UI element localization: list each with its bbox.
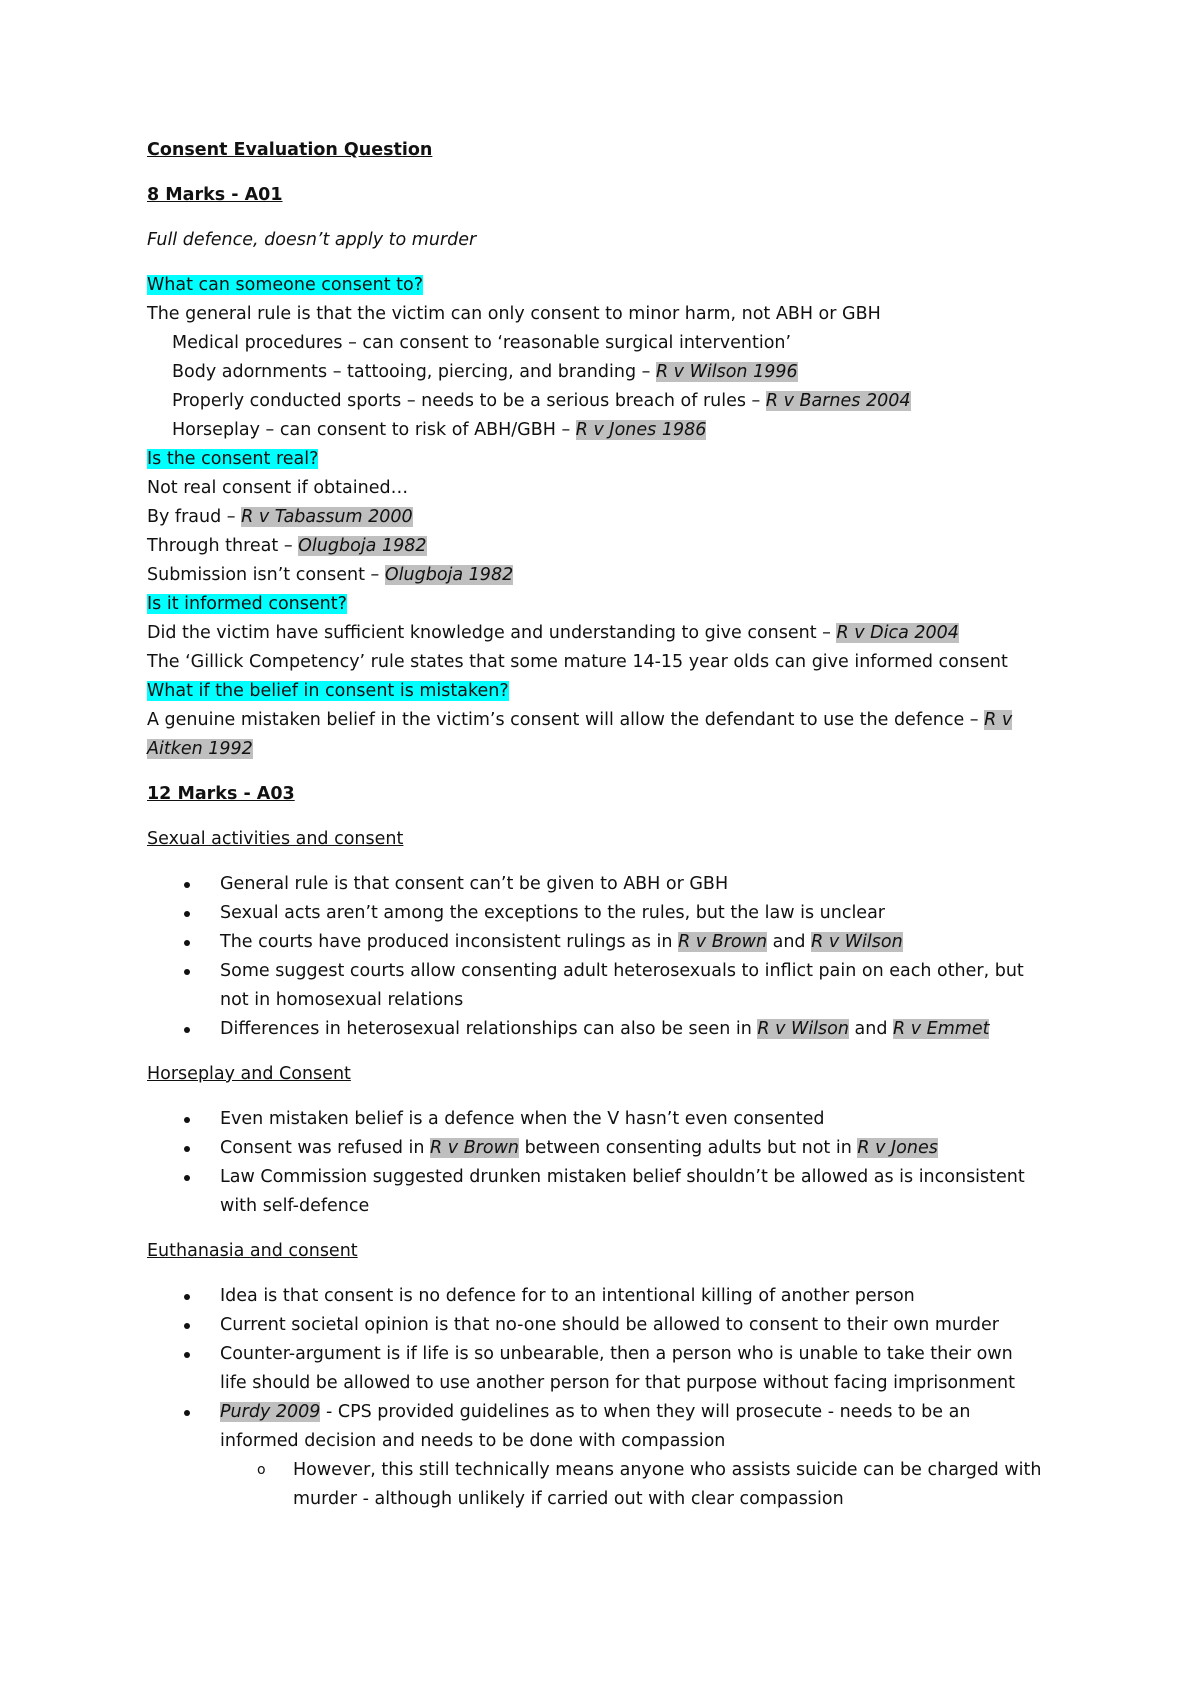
case-reference: R v Wilson	[757, 1019, 849, 1039]
case-reference: Olugboja 1982	[384, 565, 514, 585]
list-item: Law Commission suggested drunken mistaken belief shouldn’t be allowed as is inconsistent	[147, 1163, 1067, 1192]
bullet-icon	[184, 940, 190, 946]
case-reference: R v Emmet	[893, 1019, 990, 1039]
case-reference: R v Wilson 1996	[655, 362, 798, 382]
medical-procedures: Medical procedures – can consent to ‘reasonable surgical intervention’	[172, 333, 792, 353]
list-item: Sexual acts aren’t among the exceptions to the rules, but the law is unclear	[147, 899, 1067, 928]
list-item-continuation: life should be allowed to use another person for that purpose without facing imprisonment	[220, 1373, 1015, 1393]
bullet-icon	[184, 1117, 190, 1123]
bullet-icon	[184, 911, 190, 917]
question-heading: What if the belief in consent is mistaken?	[147, 681, 509, 701]
submission: Submission isn’t consent – Olugboja 1982	[147, 565, 514, 585]
question-heading: Is the consent real?	[147, 449, 319, 469]
sub-list-item: o However, this still technically means anyone who assists suicide can be charged with	[147, 1456, 1067, 1485]
list-item: Counter-argument is if life is so unbearable, then a person who is unable to take their own	[147, 1340, 1067, 1369]
case-reference: R v Dica 2004	[836, 623, 959, 643]
bullet-icon	[184, 969, 190, 975]
not-real-consent: Not real consent if obtained…	[147, 478, 409, 498]
case-reference: R v Tabassum 2000	[241, 507, 413, 527]
bullet-icon	[184, 882, 190, 888]
informed-consent: Did the victim have sufficient knowledge and understanding to give consent – R v Dica 2004	[147, 623, 959, 643]
bullet-icon	[184, 1146, 190, 1152]
list-item-continuation: with self-defence	[220, 1196, 370, 1216]
case-reference: Purdy 2009	[220, 1402, 321, 1422]
list-item: Differences in heterosexual relationships can also be seen in R v Wilson and R v Emmet	[147, 1015, 1067, 1044]
mistaken-belief: A genuine mistaken belief in the victim’s consent will allow the defendant to use the defence – R v	[147, 710, 1013, 730]
list-item-continuation: informed decision and needs to be done with compassion	[220, 1431, 726, 1451]
list-item: The courts have produced inconsistent rulings as in R v Brown and R v Wilson	[147, 928, 1067, 957]
bullet-icon	[184, 1410, 190, 1416]
document-title: Consent Evaluation Question	[147, 140, 433, 160]
case-reference: R v	[984, 710, 1013, 730]
gillick-competency: The ‘Gillick Competency’ rule states that some mature 14-15 year olds can give informed consent	[147, 652, 1008, 672]
list-item: Consent was refused in R v Brown between consenting adults but not in R v Jones	[147, 1134, 1067, 1163]
sports: Properly conducted sports – needs to be a serious breach of rules – R v Barnes 2004	[172, 391, 911, 411]
bullet-icon	[184, 1175, 190, 1181]
list-item-continuation: not in homosexual relations	[220, 990, 464, 1010]
section-heading-sexual: Sexual activities and consent	[147, 829, 404, 849]
general-rule: The general rule is that the victim can only consent to minor harm, not ABH or GBH	[147, 304, 881, 324]
ao3-heading: 12 Marks - A03	[147, 784, 295, 804]
through-threat: Through threat – Olugboja 1982	[147, 536, 427, 556]
question-heading: Is it informed consent?	[147, 594, 347, 614]
list-item: Some suggest courts allow consenting adult heterosexuals to inflict pain on each other, but	[147, 957, 1067, 986]
list-item: Even mistaken belief is a defence when the V hasn’t even consented	[147, 1105, 1067, 1134]
case-reference: R v Jones	[857, 1138, 938, 1158]
question-heading: What can someone consent to?	[147, 275, 423, 295]
case-reference: R v Jones 1986	[575, 420, 707, 440]
by-fraud: By fraud – R v Tabassum 2000	[147, 507, 413, 527]
bullet-icon	[184, 1352, 190, 1358]
case-reference: Aitken 1992	[147, 739, 253, 759]
list-item: Current societal opinion is that no-one should be allowed to consent to their own murder	[147, 1311, 1067, 1340]
sub-list-item-continuation: murder - although unlikely if carried out with clear compassion	[293, 1489, 844, 1509]
case-reference: R v Wilson	[811, 932, 903, 952]
ao1-heading: 8 Marks - A01	[147, 185, 283, 205]
section-heading-euthanasia: Euthanasia and consent	[147, 1241, 358, 1261]
bullet-icon	[184, 1027, 190, 1033]
bullet-icon	[184, 1323, 190, 1329]
bullet-icon	[184, 1294, 190, 1300]
case-reference: R v Barnes 2004	[765, 391, 911, 411]
list-item: Idea is that consent is no defence for to an intentional killing of another person	[147, 1282, 1067, 1311]
list-item: Purdy 2009 - CPS provided guidelines as to when they will prosecute - needs to be an	[147, 1398, 1067, 1427]
horseplay: Horseplay – can consent to risk of ABH/GBH – R v Jones 1986	[172, 420, 707, 440]
case-reference: R v Brown	[430, 1138, 519, 1158]
section-heading-horseplay: Horseplay and Consent	[147, 1064, 351, 1084]
case-reference: Olugboja 1982	[298, 536, 427, 556]
document-page	[147, 136, 1067, 1514]
sub-bullet-icon: o	[257, 1462, 266, 1478]
list-item: General rule is that consent can’t be given to ABH or GBH	[147, 870, 1067, 899]
ao1-intro: Full defence, doesn’t apply to murder	[147, 230, 477, 250]
case-reference: R v Brown	[678, 932, 768, 952]
body-adornments: Body adornments – tattooing, piercing, and branding – R v Wilson 1996	[172, 362, 798, 382]
